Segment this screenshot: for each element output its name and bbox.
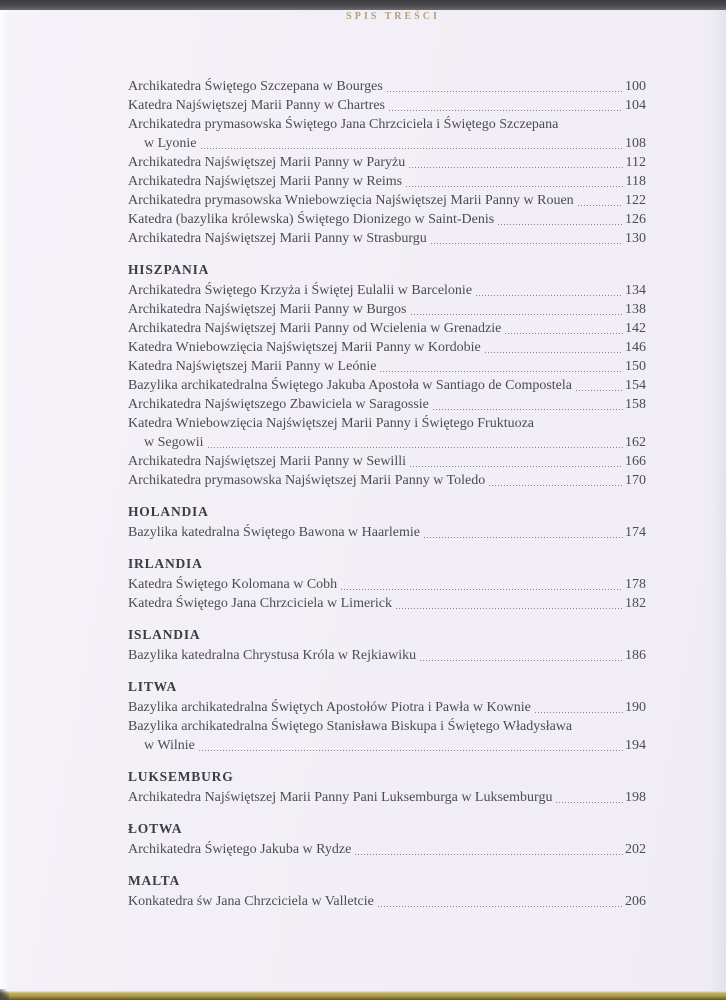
entry-title: Archikatedra Najświętszego Zbawiciela w Saragossie [128, 397, 429, 412]
dot-leader [409, 167, 623, 168]
toc-entry-line [128, 414, 646, 433]
dot-leader [378, 906, 623, 907]
entry-page-number: 182 [625, 596, 646, 611]
entry-page-number: 146 [625, 340, 646, 355]
dot-leader [420, 660, 623, 661]
entry-page-number: 112 [625, 155, 646, 170]
toc-entry-line [128, 646, 646, 665]
table-of-contents [128, 77, 646, 911]
toc-entry-line [128, 594, 646, 613]
dot-leader [406, 186, 623, 187]
entry-title: Katedra Świętego Kolomana w Cobh [128, 577, 338, 592]
entry-title: Katedra (bazylika królewska) Świętego Dionizego w Saint-Denis [128, 212, 495, 227]
toc-entry-line [128, 229, 646, 248]
entry-page-number: 154 [625, 378, 646, 393]
dot-leader [201, 148, 624, 149]
toc-entry-line [128, 300, 646, 319]
dot-leader [396, 608, 623, 609]
entry-title: Bazylika katedralna Chrystusa Króla w Rejkiawiku [128, 648, 417, 663]
toc-entry-line [128, 96, 646, 115]
entry-page-number: 108 [625, 136, 646, 151]
entry-title: Katedra Wniebowzięcia Najświętszej Marii Panny i Świętego Fruktuoza [128, 416, 535, 431]
toc-entry-line [128, 840, 646, 859]
dot-leader [576, 390, 623, 391]
entry-title: Katedra Świętego Jana Chrzciciela w Limerick [128, 596, 392, 611]
entry-title: Archikatedra Najświętszej Marii Panny od Wcielenia w Grenadzie [128, 321, 502, 336]
entry-page-number: 194 [625, 738, 646, 753]
toc-entry-line [128, 892, 646, 911]
entry-title: Bazylika archikatedralna Świętego Jakuba Apostoła w Santiago de Compostela [128, 378, 572, 393]
entry-page-number: 104 [625, 98, 646, 113]
entry-page-number: 174 [625, 525, 646, 540]
dot-leader [199, 750, 623, 751]
toc-entry-line [128, 698, 646, 717]
toc-entry-line [128, 357, 646, 376]
toc-entry-line [128, 736, 646, 755]
entry-title: w Wilnie [144, 738, 195, 753]
toc-section [128, 502, 646, 542]
dot-leader [485, 352, 623, 353]
toc-entry-line [128, 172, 646, 191]
toc-section [128, 625, 646, 665]
dot-leader [433, 409, 623, 410]
dot-leader [355, 854, 623, 855]
toc-entry-line [128, 153, 646, 172]
entry-page-number: 150 [625, 359, 646, 374]
entry-page-number: 134 [625, 283, 646, 298]
dot-leader [410, 466, 623, 467]
dot-leader [424, 537, 623, 538]
entry-title: Archikatedra prymasowska Najświętszej Marii Panny w Toledo [128, 473, 486, 488]
entry-title: Katedra Wniebowzięcia Najświętszej Marii Panny w Kordobie [128, 340, 481, 355]
entry-page-number: 178 [625, 577, 646, 592]
page-header: SPIS TREŚCI [346, 11, 440, 22]
country-heading: ŁOTWA [128, 821, 183, 836]
entry-title: Archikatedra Najświętszej Marii Panny w Reims [128, 174, 403, 189]
page-left-edge-highlight [0, 10, 9, 992]
toc-entry-line [128, 191, 646, 210]
toc-entry-line [128, 523, 646, 542]
dot-leader [411, 314, 623, 315]
toc-entry-line [128, 788, 646, 807]
entry-title: Archikatedra Najświętszej Marii Panny w Strasburgu [128, 231, 427, 246]
dot-leader [208, 447, 624, 448]
country-heading: LITWA [128, 679, 178, 694]
entry-title: Bazylika katedralna Świętego Bawona w Haarlemie [128, 525, 420, 540]
toc-entry-line [128, 319, 646, 338]
toc-entry-line [128, 338, 646, 357]
entry-page-number: 142 [625, 321, 646, 336]
country-heading: LUKSEMBURG [128, 769, 234, 784]
toc-section [128, 554, 646, 613]
entry-title: Archikatedra Najświętszej Marii Panny Pani Luksemburga w Luksemburgu [128, 790, 553, 805]
dot-leader [498, 224, 623, 225]
toc-entry-line [128, 717, 646, 736]
entry-page-number: 186 [625, 648, 646, 663]
page-right-edge-shadow [710, 10, 726, 992]
toc-entry-line [128, 395, 646, 414]
entry-title: Archikatedra prymasowska Wniebowzięcia Najświętszej Marii Panny w Rouen [128, 193, 574, 208]
dot-leader [341, 589, 623, 590]
entry-title: Archikatedra Świętego Jakuba w Rydze [128, 842, 352, 857]
entry-title: Bazylika archikatedralna Świętego Stanisława Biskupa i Świętego Władysława [128, 719, 573, 734]
country-heading: IRLANDIA [128, 556, 203, 571]
toc-section [128, 260, 646, 490]
entry-page-number: 166 [625, 454, 646, 469]
entry-page-number: 170 [625, 473, 646, 488]
toc-entry-line [128, 433, 646, 452]
dot-leader [476, 295, 623, 296]
entry-page-number: 158 [625, 397, 646, 412]
entry-page-number: 202 [625, 842, 646, 857]
entry-page-number: 126 [625, 212, 646, 227]
toc-section [128, 77, 646, 248]
toc-entry-line [128, 452, 646, 471]
entry-title: w Segowii [144, 435, 204, 450]
entry-title: Archikatedra Najświętszej Marii Panny w Sewilli [128, 454, 406, 469]
toc-entry-line [128, 115, 646, 134]
entry-title: Archikatedra Najświętszej Marii Panny w Burgos [128, 302, 407, 317]
dot-leader [380, 371, 623, 372]
entry-page-number: 190 [625, 700, 646, 715]
toc-entry-line [128, 210, 646, 229]
entry-page-number: 198 [625, 790, 646, 805]
toc-entry-line [128, 281, 646, 300]
book-edge-top [0, 0, 726, 10]
dot-leader [387, 91, 623, 92]
toc-entry-line [128, 134, 646, 153]
entry-page-number: 130 [625, 231, 646, 246]
entry-title: Katedra Najświętszej Marii Panny w Chartres [128, 98, 385, 113]
toc-entry-line [128, 575, 646, 594]
entry-title: Katedra Najświętszej Marii Panny w Leónie [128, 359, 377, 374]
entry-page-number: 206 [625, 894, 646, 909]
entry-page-number: 138 [625, 302, 646, 317]
entry-page-number: 162 [625, 435, 646, 450]
toc-entry-line [128, 471, 646, 490]
dot-leader [489, 485, 623, 486]
entry-title: Konkatedra św Jana Chrzciciela w Valletcie [128, 894, 374, 909]
entry-title: w Lyonie [144, 136, 197, 151]
country-heading: MALTA [128, 873, 181, 888]
entry-title: Bazylika archikatedralna Świętych Apostołów Piotra i Pawła w Kownie [128, 700, 531, 715]
dot-leader [578, 205, 623, 206]
dot-leader [505, 333, 623, 334]
toc-section [128, 871, 646, 911]
entry-title: Archikatedra Najświętszej Marii Panny w Paryżu [128, 155, 406, 170]
toc-section [128, 819, 646, 859]
country-heading: ISLANDIA [128, 627, 201, 642]
dot-leader [556, 802, 623, 803]
entry-title: Archikatedra Świętego Krzyża i Świętej Eulalii w Barcelonie [128, 283, 473, 298]
toc-section [128, 677, 646, 755]
dot-leader [431, 243, 623, 244]
dot-leader [389, 110, 623, 111]
entry-page-number: 100 [625, 79, 646, 94]
bottom-left-corner-shadow [0, 989, 9, 1000]
toc-entry-line [128, 376, 646, 395]
entry-page-number: 122 [625, 193, 646, 208]
toc-entry-line [128, 77, 646, 96]
book-gilt-bottom-edge [0, 991, 726, 1000]
entry-title: Archikatedra prymasowska Świętego Jana Chrzciciela i Świętego Szczepana [128, 117, 559, 132]
entry-page-number: 118 [625, 174, 646, 189]
entry-title: Archikatedra Świętego Szczepana w Bourges [128, 79, 383, 94]
dot-leader [535, 712, 623, 713]
country-heading: HISZPANIA [128, 262, 210, 277]
toc-section [128, 767, 646, 807]
country-heading: HOLANDIA [128, 504, 209, 519]
